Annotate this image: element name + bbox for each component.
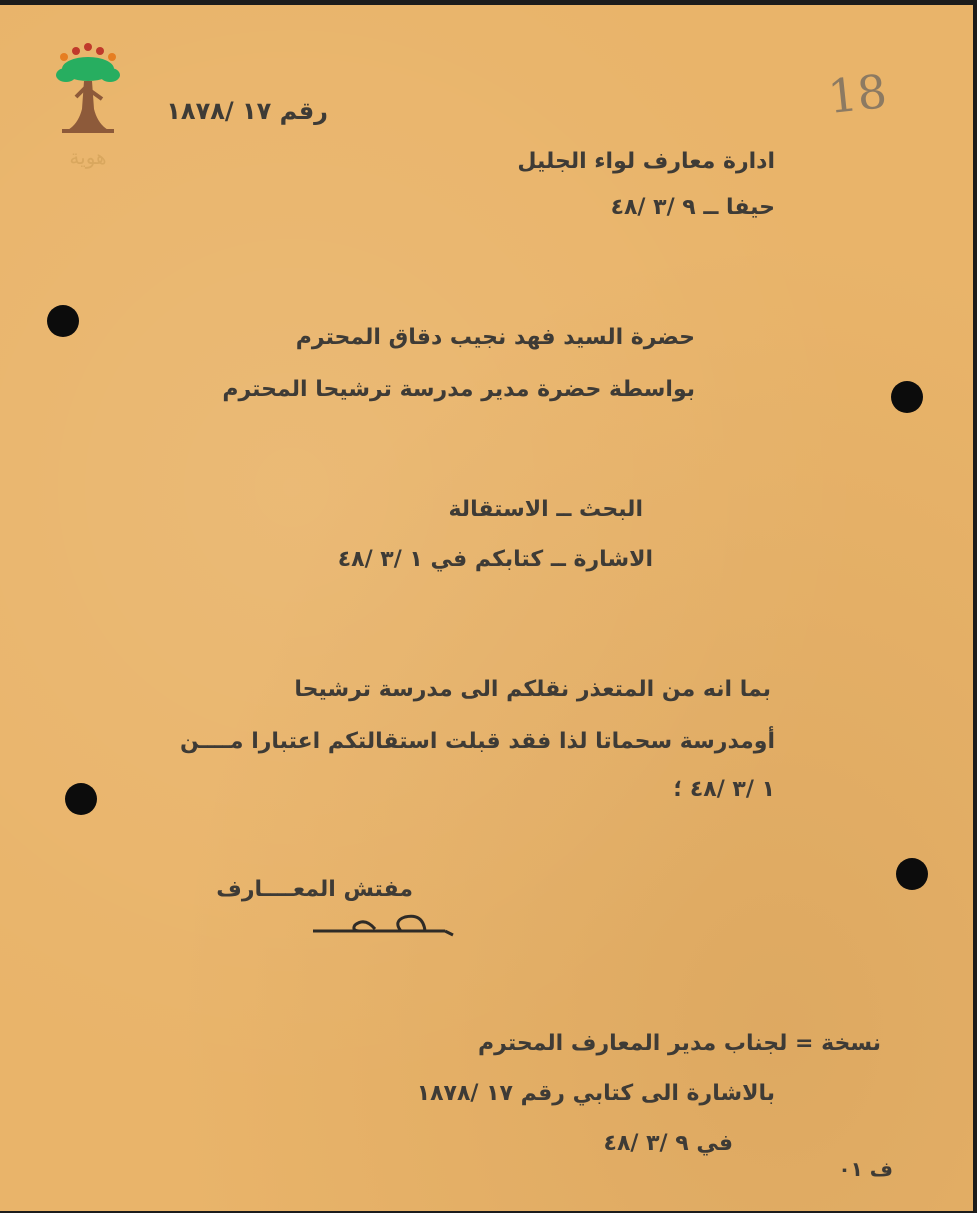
addressee-line-1: حضرة السيد فهد نجيب دقاق المحترم <box>295 325 695 350</box>
copy-line-2: بالاشارة الى كتابي رقم ١٧ /١٨٧٨ <box>416 1081 775 1106</box>
body-line-1: بما انه من المتعذر نقلكم الى مدرسة ترشيحا <box>294 677 771 702</box>
handwritten-page-mark: 18 <box>825 64 890 124</box>
punch-hole <box>47 305 79 337</box>
document-page <box>0 5 973 1211</box>
office-name: ادارة معارف لواء الجليل <box>517 149 775 174</box>
handwritten-signature <box>305 905 455 945</box>
signature-title: مفتش المعــــارف <box>216 877 413 902</box>
punch-hole <box>896 858 928 890</box>
reference-number: رقم ١٧ /١٨٧٨ <box>166 97 328 125</box>
logo-caption: هوية <box>69 145 107 169</box>
body-line-3: ١ /٣ /٤٨ ؛ <box>673 777 775 802</box>
reference-line: الاشارة ــ كتابكم في ١ /٣ /٤٨ <box>337 547 653 572</box>
punch-hole <box>891 381 923 413</box>
place-date: حيفا ــ ٩ /٣ /٤٨ <box>610 195 775 220</box>
body-line-2: أومدرسة سحماتا لذا فقد قبلت استقالتكم اعتبارا مــــن <box>180 729 775 754</box>
addressee-line-2: بواسطة حضرة مدير مدرسة ترشيحا المحترم <box>222 377 695 402</box>
copy-line-3: في ٩ /٣ /٤٨ <box>603 1131 733 1156</box>
copy-line-1: نسخة = لجناب مدير المعارف المحترم <box>478 1031 881 1056</box>
subject-line: البحث ــ الاستقالة <box>448 497 643 522</box>
punch-hole <box>65 783 97 815</box>
initials: ف ٠١ <box>838 1157 893 1181</box>
